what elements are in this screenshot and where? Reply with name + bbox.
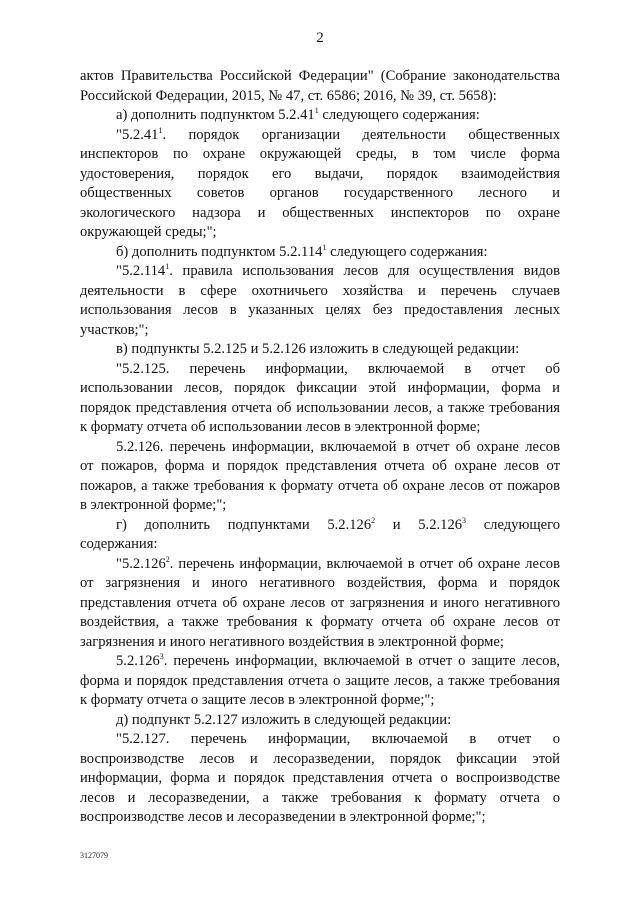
text-line: в) подпункты 5.2.125 и 5.2.126 изложить в следующей редакции: [116,341,520,357]
text-line: от загрязнения и иного негативного воздействия, форма и порядок [80,575,560,591]
text-line: использовании лесов, порядок фиксации этой информации, форма и [80,380,560,396]
page-number: 2 [316,30,324,46]
text-line: к формату отчета о защите лесов в электронной форме;"; [80,692,435,708]
text-line: загрязнения и иного негативного воздействия в электронной форме; [80,633,504,650]
text-line: г) дополнить подпунктами 5.2.126$^2$ и 5.2.126$^3$ следующего [116,515,560,533]
text-line: содержания: [80,536,158,552]
text-line: участков;"; [80,321,149,338]
text-line: окружающей среды;"; [80,224,217,240]
text-line: представления отчета об охране лесов от загрязнения и иного негативного [80,594,560,611]
text-line: порядок представления отчета об использовании лесов, а также требования [80,399,560,416]
text-line: использования лесов в указанных целях без предоставления лесных [80,302,560,318]
text-line: "5.2.127. перечень информации, включаемой в отчет о [116,731,560,747]
text-line: экологического надзора и общественных инспекторов по охране [80,204,560,221]
document-code: 3127079 [80,851,108,860]
text-line: а) дополнить подпунктом 5.2.41$^1$ следующего содержания: [116,106,480,123]
text-line: в электронной форме;"; [80,497,227,513]
text-line: "5.2.126$^2$. перечень информации, включаемой в отчет об охране лесов [116,554,560,572]
document-body [80,67,560,828]
text-line: деятельности в сфере охотничьего хозяйства и перечень случаев [80,282,560,299]
text-line: лесов и лесоразведении, а также требования к формату отчета о [80,789,560,806]
text-line: воспроизводстве лесов и лесоразведении в электронной форме;"; [80,809,486,825]
text-line: информации, форма и порядок представления отчета о воспроизводстве [80,770,560,786]
text-line: форма и порядок представления отчета о защите лесов, а также требования [80,672,560,689]
text-line: воспроизводстве лесов и лесоразведении, порядок фиксации этой [80,750,560,767]
text-line: 5.2.126. перечень информации, включаемой в отчет об охране лесов [116,438,560,455]
text-line: "5.2.125. перечень информации, включаемой в отчет об [116,360,560,377]
text-line: от пожаров, форма и порядок представления отчета об охране лесов от [80,458,560,474]
text-line: б) дополнить подпунктом 5.2.114$^1$ следующего содержания: [116,242,488,260]
text-line: актов Правительства Российской Федерации" (Собрание законодательства [80,68,560,84]
text-line: воздействия, а также требования к формату отчета об охране лесов от [80,614,560,630]
text-line: д) подпункт 5.2.127 изложить в следующей редакции: [116,711,452,728]
text-line: "5.2.114$^1$. правила использования лесов для осуществления видов [116,262,560,279]
text-line: к формату отчета об использовании лесов в электронной форме; [80,419,481,435]
text-line: пожаров, а также требования к формату отчета об охране лесов от пожаров [80,477,560,494]
text-line: 5.2.126$^3$. перечень информации, включаемой в отчет о защите лесов, [116,652,560,669]
text-line: общественных советов органов государственного лесного и [80,185,560,201]
text-line: Российской Федерации, 2015, № 47, ст. 6586; 2016, № 39, ст. 5658): [80,87,497,104]
text-line: удостоверения, порядок его выдачи, порядок взаимодействия [80,165,560,182]
text-line: инспекторов по охране окружающей среды, в том числе форма [80,146,560,162]
text-line: "5.2.41$^1$. порядок организации деятельности общественных [116,125,560,143]
